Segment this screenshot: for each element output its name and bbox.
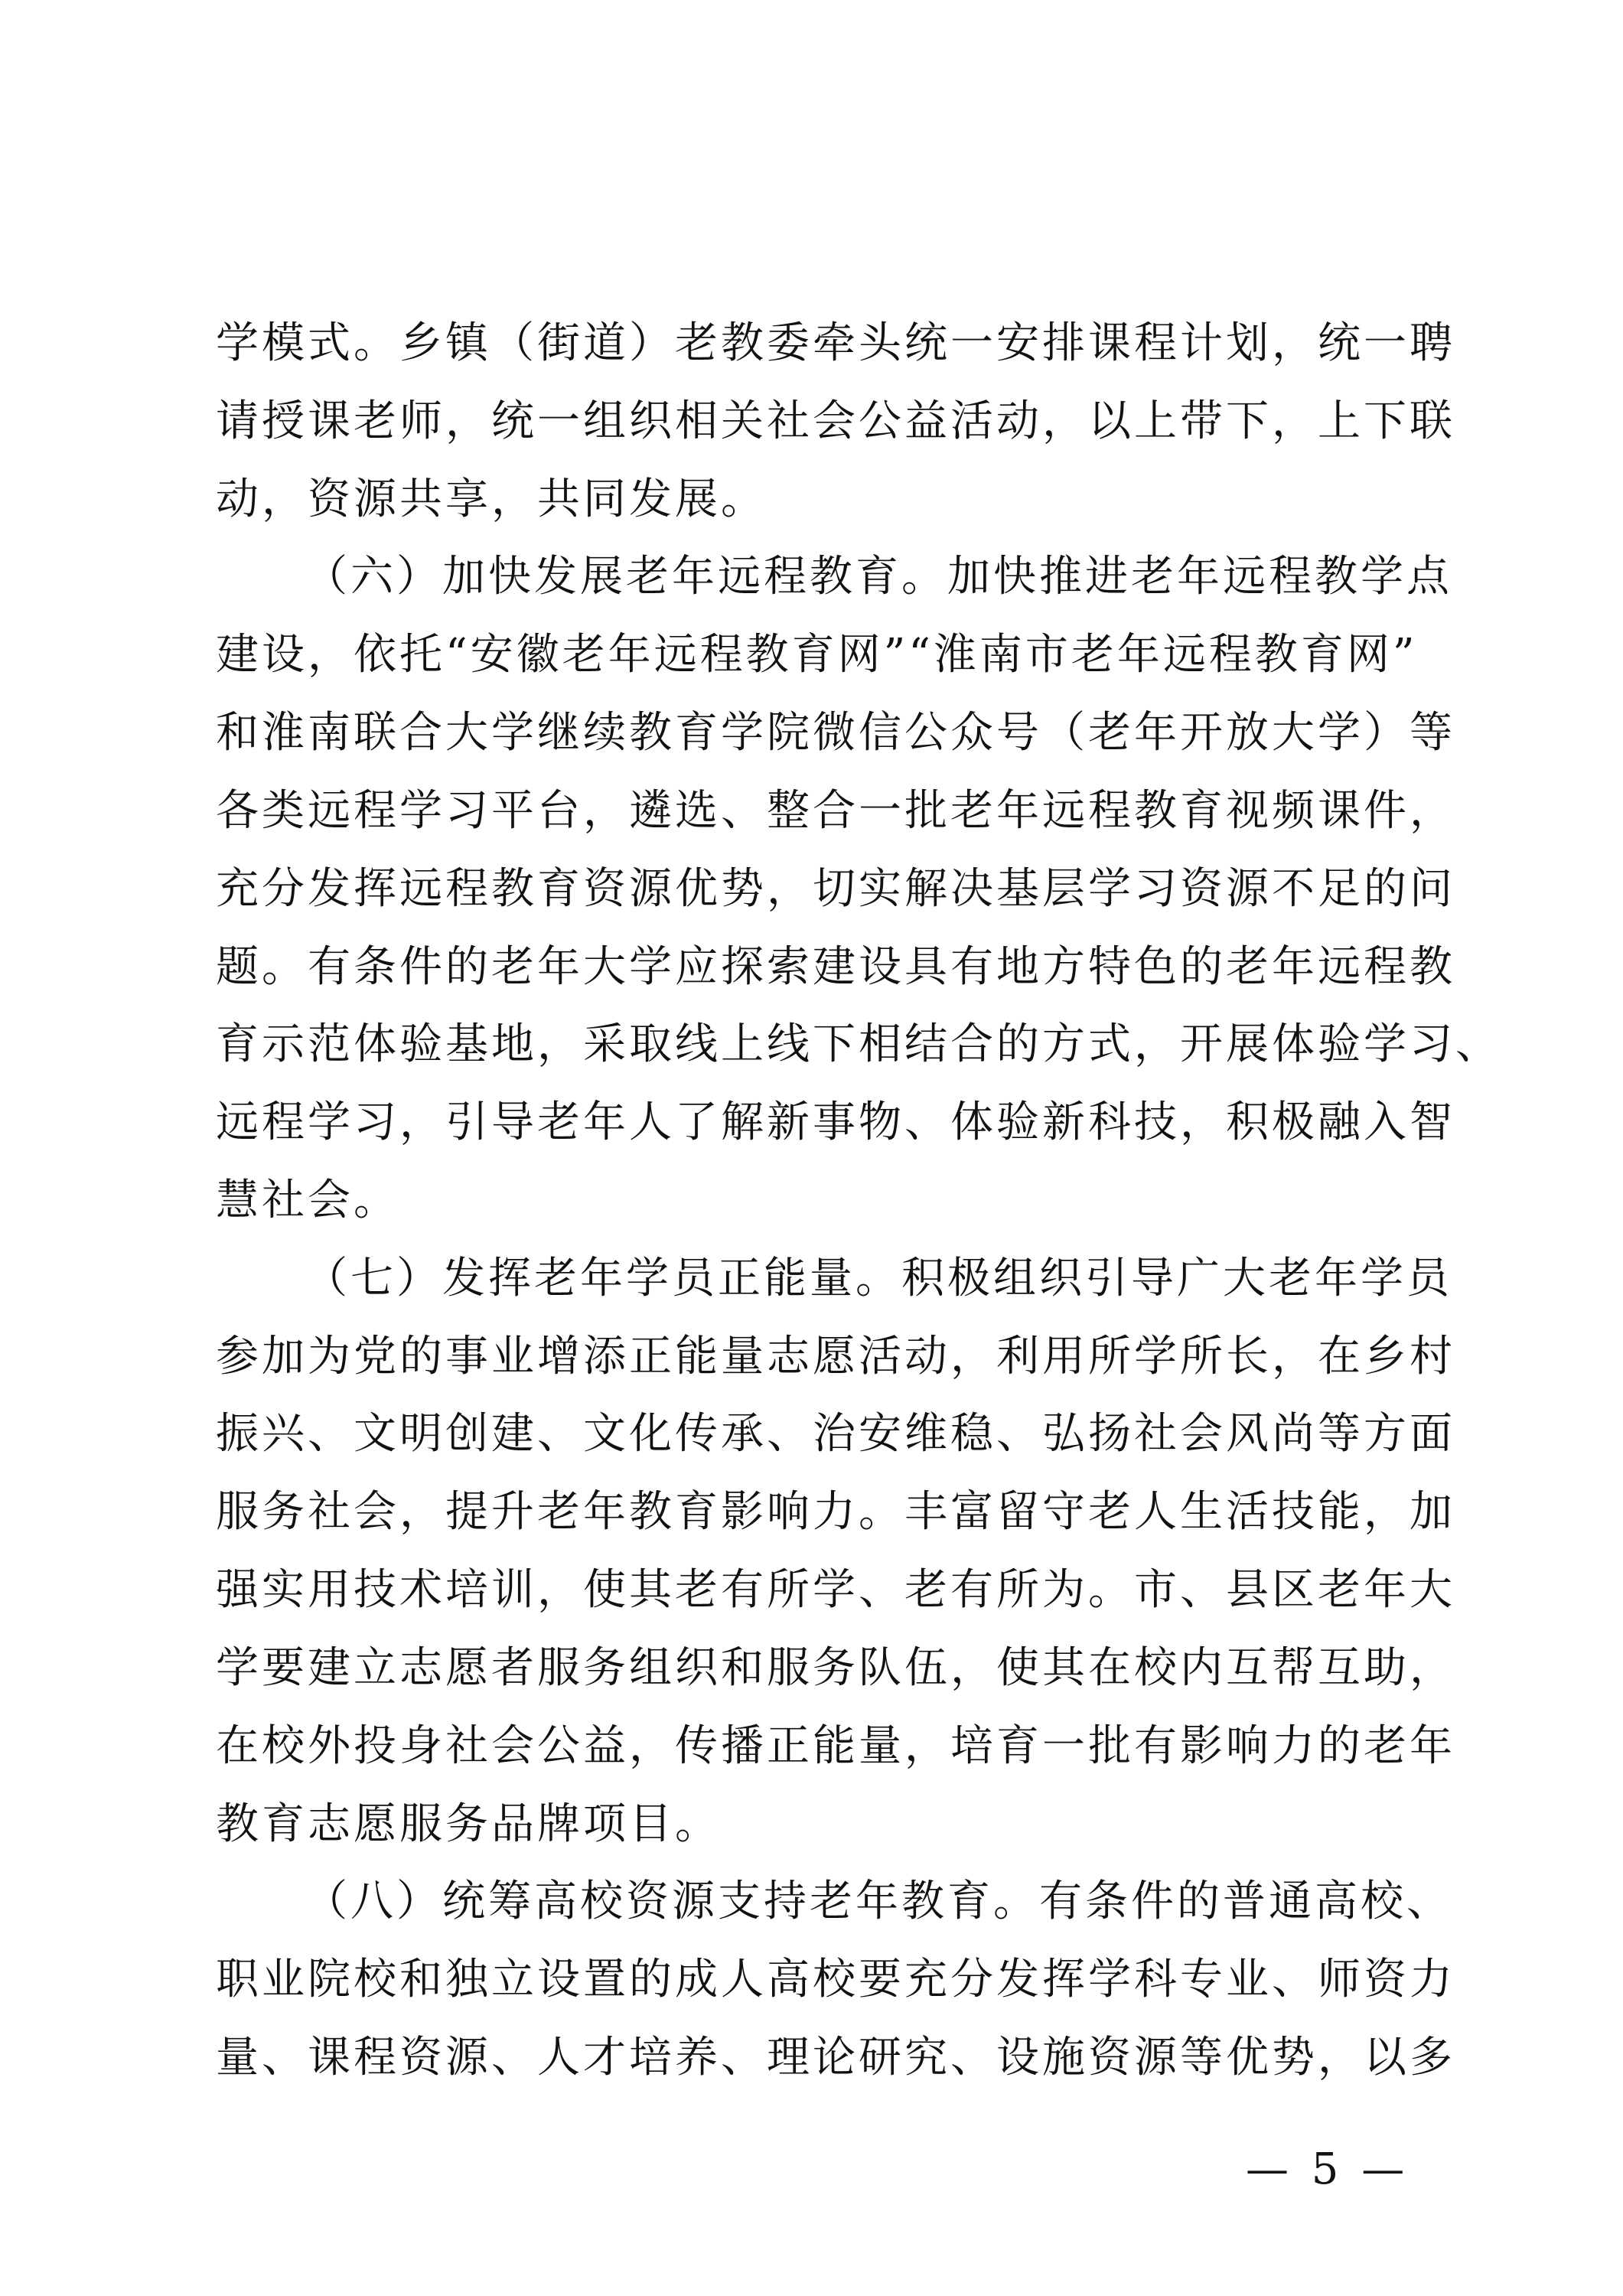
paragraph-1-line-3: 动，资源共享，共同发展。 [216, 475, 767, 524]
paragraph-2-line-2: 建设，依托“安徽老年远程教育网”“淮南市老年远程教育网” [216, 630, 1418, 680]
paragraph-2-line-4: 各类远程学习平台，遴选、整合一批老年远程教育视频课件， [216, 786, 1455, 836]
paragraph-2-line-1: （六）加快发展老年远程教育。加快推进老年远程教学点 [305, 552, 1452, 602]
paragraph-2-line-8: 远程学习，引导老年人了解新事物、体验新科技，积极融入智 [216, 1097, 1455, 1147]
paragraph-4-line-1: （八）统筹高校资源支持老年教育。有条件的普通高校、 [305, 1877, 1452, 1926]
paragraph-3-line-8: 教育志愿服务品牌项目。 [216, 1799, 721, 1849]
paragraph-3-line-5: 强实用技术培训，使其老有所学、老有所为。市、县区老年大 [216, 1565, 1455, 1615]
paragraph-2-line-9: 慧社会。 [216, 1176, 399, 1225]
paragraph-2-line-3: 和淮南联合大学继续教育学院微信公众号（老年开放大学）等 [216, 708, 1455, 758]
paragraph-4-line-2: 职业院校和独立设置的成人高校要充分发挥学科专业、师资力 [216, 1955, 1455, 2004]
paragraph-3-line-4: 服务社会，提升老年教育影响力。丰富留守老人生活技能，加 [216, 1487, 1455, 1537]
paragraph-3-line-3: 振兴、文明创建、文化传承、治安维稳、弘扬社会风尚等方面 [216, 1409, 1455, 1459]
paragraph-3-line-2: 参加为党的事业增添正能量志愿活动，利用所学所长，在乡村 [216, 1332, 1455, 1381]
paragraph-2-line-7: 育示范体验基地，采取线上线下相结合的方式，开展体验学习、 [216, 1019, 1501, 1069]
paragraph-3-line-7: 在校外投身社会公益，传播正能量，培育一批有影响力的老年 [216, 1721, 1455, 1771]
paragraph-3-line-1: （七）发挥老年学员正能量。积极组织引导广大老年学员 [305, 1254, 1452, 1303]
paragraph-3-line-6: 学要建立志愿者服务组织和服务队伍，使其在校内互帮互助， [216, 1643, 1455, 1693]
paragraph-1-line-1: 学模式。乡镇（街道）老教委牵头统一安排课程计划，统一聘 [216, 318, 1455, 368]
paragraph-2-line-6: 题。有条件的老年大学应探索建设具有地方特色的老年远程教 [216, 942, 1455, 992]
paragraph-1-line-2: 请授课老师，统一组织相关社会公益活动，以上带下，上下联 [216, 396, 1455, 446]
page-number: — 5 — [1246, 2144, 1410, 2194]
paragraph-4-line-3: 量、课程资源、人才培养、理论研究、设施资源等优势，以多 [216, 2033, 1455, 2082]
paragraph-2-line-5: 充分发挥远程教育资源优势，切实解决基层学习资源不足的问 [216, 864, 1455, 914]
